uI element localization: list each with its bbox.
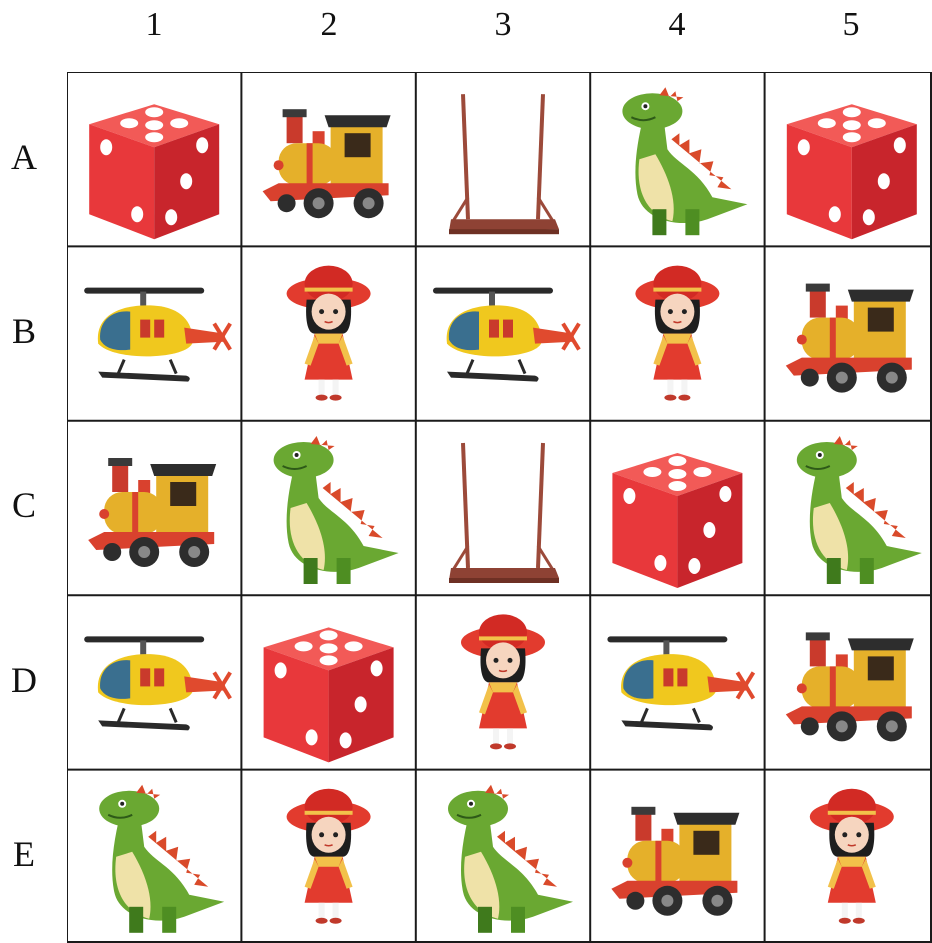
grid-cell-B2[interactable] (241, 246, 415, 420)
row-header: C (11, 485, 36, 525)
dice-icon (787, 104, 917, 239)
grid-cell-A2[interactable] (241, 72, 415, 246)
grid-cell-A5[interactable] (765, 72, 932, 246)
grid-cell-D4[interactable] (590, 595, 764, 769)
grid-cell-C2[interactable] (241, 421, 415, 595)
dice-icon (89, 104, 219, 239)
dice-icon (612, 453, 742, 588)
column-header: 2 (320, 6, 338, 43)
column-header: 1 (145, 6, 163, 43)
row-header: A (11, 137, 37, 177)
grid-cell-B1[interactable] (67, 246, 241, 420)
grid-cell-E5[interactable] (765, 770, 932, 943)
grid-cell-C4[interactable] (590, 421, 764, 595)
grid-cell-C5[interactable] (765, 421, 932, 595)
row-header: D (11, 660, 37, 700)
column-header: 4 (668, 6, 686, 43)
grid-cell-E3[interactable] (416, 770, 590, 943)
column-header: 5 (842, 6, 860, 43)
grid-cell-A4[interactable] (590, 72, 764, 246)
grid-cell-A3[interactable] (416, 72, 590, 246)
grid-cell-C3[interactable] (416, 421, 590, 595)
grid-cell-D3[interactable] (416, 595, 590, 769)
grid-cell-C1[interactable] (67, 421, 241, 595)
row-header: B (11, 311, 36, 351)
grid-cell-B5[interactable] (765, 246, 932, 420)
grid-cell-B4[interactable] (590, 246, 764, 420)
grid-cell-D2[interactable] (241, 595, 415, 769)
row-header: E (13, 834, 35, 874)
column-header: 3 (494, 6, 512, 43)
grid-cell-E2[interactable] (241, 770, 415, 943)
grid-cell-E1[interactable] (67, 770, 241, 943)
grid-cell-A1[interactable] (67, 72, 241, 246)
toy-grid-svg (67, 72, 932, 943)
dice-icon (264, 627, 394, 762)
grid-cell-B3[interactable] (416, 246, 590, 420)
grid-cell-D1[interactable] (67, 595, 241, 769)
grid-cell-D5[interactable] (765, 595, 932, 769)
toy-grid (67, 72, 932, 943)
grid-cell-E4[interactable] (590, 770, 764, 943)
